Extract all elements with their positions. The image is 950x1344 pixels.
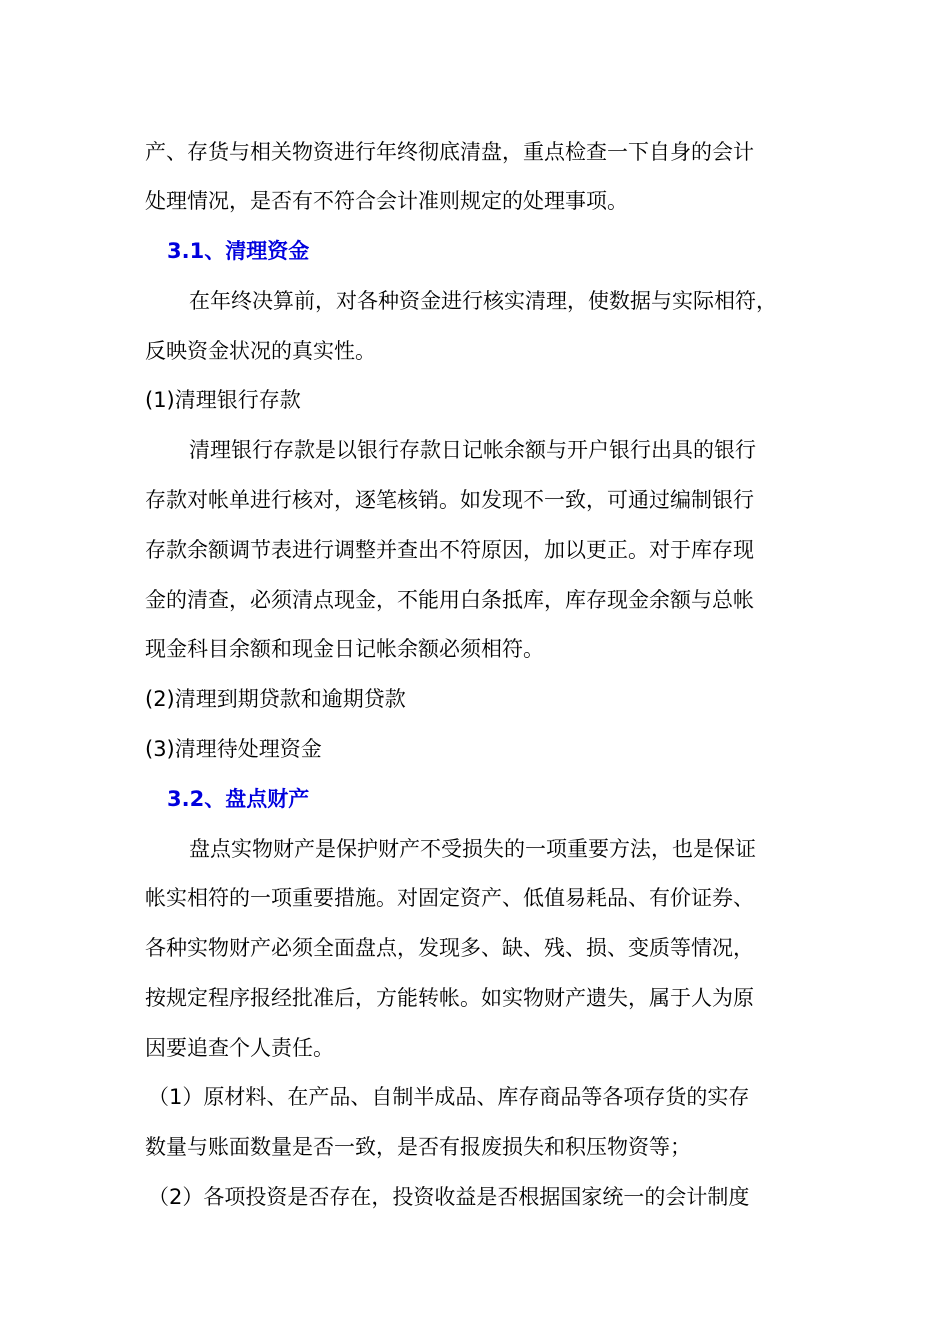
paragraph-line: 帐实相符的一项重要措施。对固定资产、低值易耗品、有价证券、 — [145, 886, 754, 910]
paragraph-line: 因要追查个人责任。 — [145, 1036, 334, 1060]
paragraph-line: 清理银行存款是以银行存款日记帐余额与开户银行出具的银行 — [189, 438, 756, 462]
paragraph-line: 在年终决算前，对各种资金进行核实清理，使数据与实际相符， — [189, 289, 777, 313]
paragraph-line: 反映资金状况的真实性。 — [145, 339, 376, 363]
section-heading-3-1: 3.1、清理资金 — [167, 239, 310, 263]
paragraph-line: 数量与账面数量是否一致，是否有报废损失和积压物资等； — [145, 1135, 691, 1159]
paragraph-line: 处理情况，是否有不符合会计准则规定的处理事项。 — [145, 189, 628, 213]
section-heading-3-2: 3.2、盘点财产 — [167, 787, 310, 811]
list-item-heading: (3)清理待处理资金 — [145, 737, 322, 761]
paragraph-line: 存款对帐单进行核对，逐笔核销。如发现不一致，可通过编制银行 — [145, 488, 754, 512]
paragraph-line: 盘点实物财产是保护财产不受损失的一项重要方法，也是保证 — [189, 837, 756, 861]
paragraph-line: 产、存货与相关物资进行年终彻底清盘，重点检查一下自身的会计 — [145, 140, 754, 164]
list-item-heading: (1)清理银行存款 — [145, 388, 301, 412]
list-item-line: （2）各项投资是否存在，投资收益是否根据国家统一的会计制度 — [148, 1185, 750, 1209]
paragraph-line: 现金科目余额和现金日记帐余额必须相符。 — [145, 637, 544, 661]
list-item-heading: (2)清理到期贷款和逾期贷款 — [145, 687, 406, 711]
paragraph-line: 存款余额调节表进行调整并查出不符原因，加以更正。对于库存现 — [145, 538, 754, 562]
paragraph-line: 金的清查，必须清点现金，不能用白条抵库，库存现金余额与总帐 — [145, 588, 754, 612]
paragraph-line: 按规定程序报经批准后，方能转帐。如实物财产遗失，属于人为原 — [145, 986, 754, 1010]
list-item-line: （1）原材料、在产品、自制半成品、库存商品等各项存货的实存 — [148, 1085, 750, 1109]
paragraph-line: 各种实物财产必须全面盘点，发现多、缺、残、损、变质等情况， — [145, 936, 754, 960]
